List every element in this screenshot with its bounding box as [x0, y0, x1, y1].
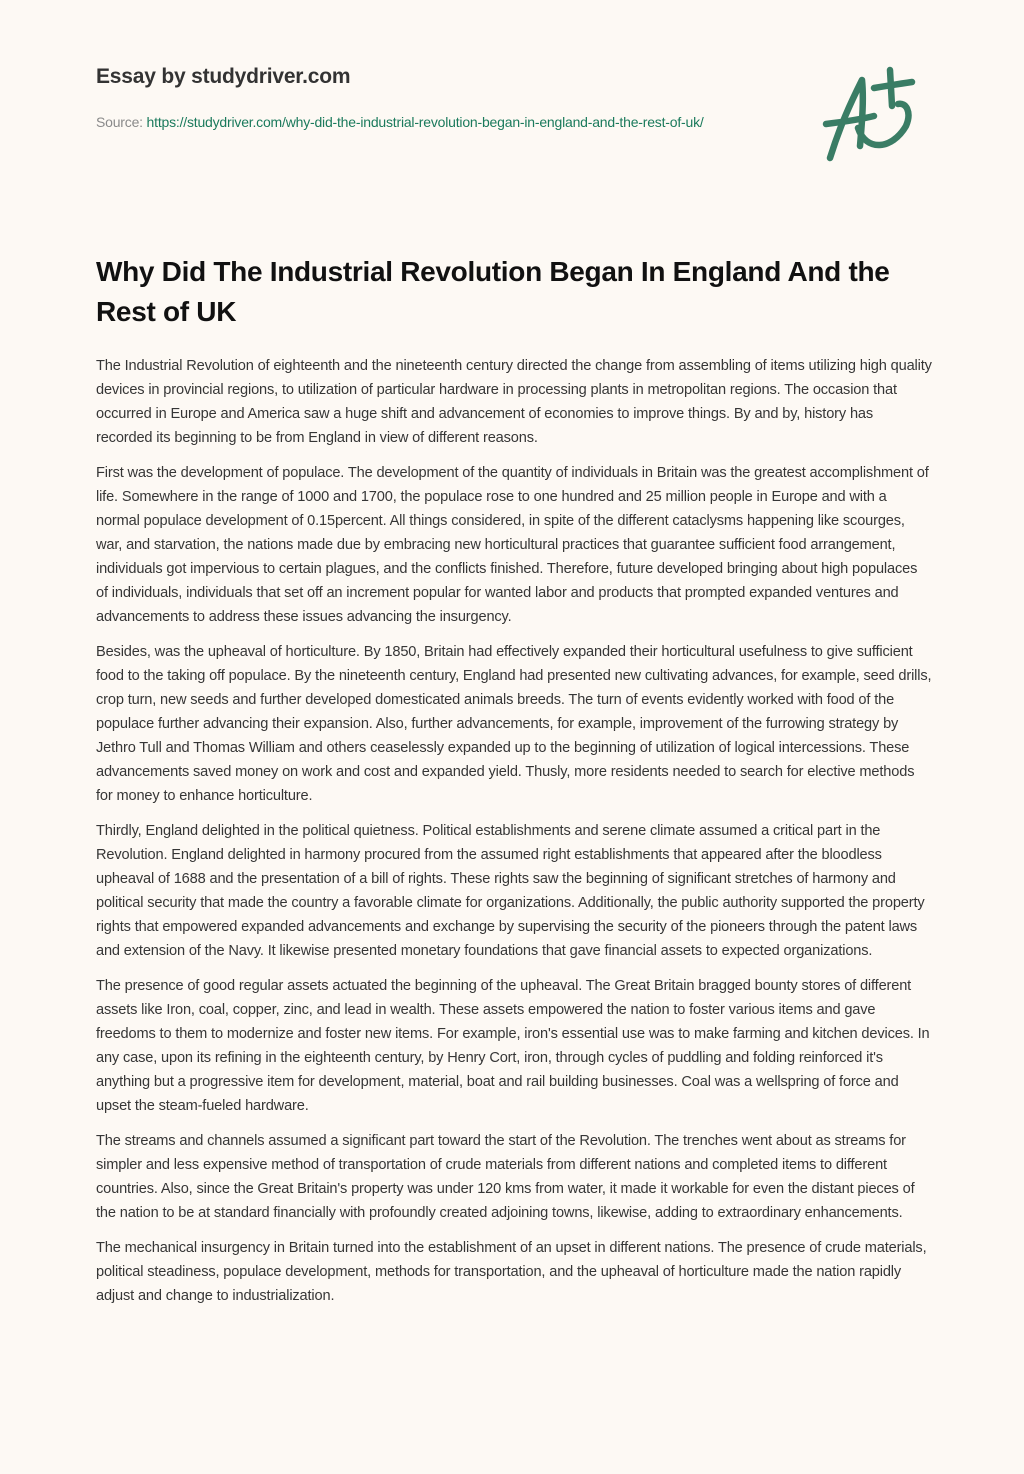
article-paragraph: Thirdly, England delighted in the political quietness. Political establishments and serene climate assumed a critical part in the Revolution. England delighted in harmony procured from the assumed right establishments that appeared after the bloodless upheaval of 1688 and the presentation of a bill of rights. These rights saw the beginning of significant stretches of harmony and political security that made the country a favorable climate for organizations. Additionally, the public authority supported the property rights that empowered expanded advancements and exchange by supervising the security of the pioneers through the patent laws and extension of the Navy. It likewise presented monetary foundations that gave financial assets to expected organizations.	[96, 823, 925, 959]
article-paragraph: The streams and channels assumed a significant part toward the start of the Revolution. The trenches went about as streams for simpler and less expensive method of transportation of crude materials from different nations and completed items to different countries. Also, since the Great Britain's property was under 120 kms from water, it made it workable for even the distant pieces of the nation to be at standard financially with profoundly created adjoining towns, likewise, adding to extraordinary enhancements.	[96, 1133, 915, 1221]
page-header	[96, 62, 776, 135]
article-paragraph: The Industrial Revolution of eighteenth and the nineteenth century directed the change from assembling of items utilizing high quality devices in provincial regions, to utilization of particular hardware in processing plants in metropolitan regions. The occasion that occurred in Europe and America saw a huge shift and advancement of economies to improve things. By and by, history has recorded its beginning to be from England in view of different reasons.	[96, 358, 932, 446]
source-line	[96, 110, 776, 135]
site-title: Essay by studydriver.com	[96, 65, 351, 88]
source-link[interactable]: https://studydriver.com/why-did-the-industrial-revolution-began-in-england-and-the-rest-of-uk/	[146, 114, 704, 130]
source-label: Source:	[96, 114, 147, 130]
a-plus-grade-icon	[822, 66, 930, 166]
article-body	[96, 354, 932, 1319]
article-paragraph: The mechanical insurgency in Britain turned into the establishment of an upset in different nations. The presence of crude materials, political steadiness, populace development, methods for transportation, and the upheaval of horticulture made the nation rapidly adjust and change to industrialization.	[96, 1240, 927, 1304]
article-paragraph: Besides, was the upheaval of horticulture. By 1850, Britain had effectively expanded their horticultural usefulness to give sufficient food to the taking off populace. By the nineteenth century, England had presented new cultivating advances, for example, seed drills, crop turn, new seeds and further developed domesticated animals breeds. The turn of events evidently worked with food of the populace further advancing their expansion. Also, further advancements, for example, improvement of the furrowing strategy by Jethro Tull and Thomas William and others ceaselessly expanded up to the beginning of utilization of logical intercessions. These advancements saved money on work and cost and expanded yield. Thusly, more residents needed to search for elective methods for money to enhance horticulture.	[96, 644, 932, 804]
article-paragraph: The presence of good regular assets actuated the beginning of the upheaval. The Great Britain bragged bounty stores of different assets like Iron, coal, copper, zinc, and lead in wealth. These assets empowered the nation to foster various items and gave freedoms to them to modernize and foster new items. For example, iron's essential use was to make farming and kitchen devices. In any case, upon its refining in the eighteenth century, by Henry Cort, iron, through cycles of puddling and folding reinforced it's anything but a progressive item for development, material, boat and rail building businesses. Coal was a wellspring of force and upset the steam-fueled hardware.	[96, 978, 930, 1114]
article-paragraph: First was the development of populace. The development of the quantity of individuals in Britain was the greatest accomplishment of life. Somewhere in the range of 1000 and 1700, the populace rose to one hundred and 25 million people in Europe and with a normal populace development of 0.15percent. All things considered, in spite of the different cataclysms happening like scourges, war, and starvation, the nations made due by embracing new horticultural practices that guarantee sufficient food arrangement, individuals got impervious to certain plagues, and the conflicts finished. Therefore, future developed bringing about high populaces of individuals, individuals that set off an increment popular for wanted labor and products that prompted expanded ventures and advancements to address these issues advancing the insurgency.	[96, 465, 929, 625]
article-title: Why Did The Industrial Revolution Began In England And the Rest of UK	[96, 256, 890, 327]
